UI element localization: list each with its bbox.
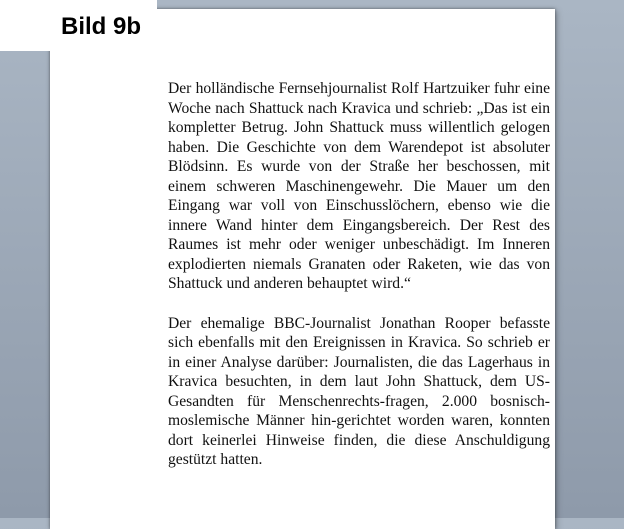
image-label: Bild 9b xyxy=(0,0,157,51)
document-page xyxy=(50,9,555,529)
paragraph-1: Der holländische Fernsehjournalist Rolf Hartzuiker fuhr eine Woche nach Shattuck nach Kravica und schrieb: „Das ist ein kompletter Betrug. John Shattuck muss willentlich gelogen haben. Die Geschichte von dem Warendepot ist absoluter Blödsinn. Es wurde von der Straße her beschossen, mit einem schweren Maschinengewehr. Die Mauer um den Eingang war voll von Einschusslöchern, ebenso wie die innere Wand hinter dem Eingangsbereich. Der Rest des Raumes ist mehr oder weniger unbeschädigt. Im Inneren explodierten niemals Granaten oder Raketen, wie das von Shattuck und anderen behauptet wird.“ xyxy=(168,80,550,292)
paragraph-2: Der ehemalige BBC-Journalist Jonathan Rooper befasste sich ebenfalls mit den Ereignissen in Kravica. So schrieb er in einer Analyse darüber: Journalisten, die das Lagerhaus in Kravica besuchten, in dem laut John Shattuck, dem US-Gesandten für Menschenrechts-fragen, 2.000 bosnisch-moslemische Männer hin-gerichtet worden waren, konnten dort keinerlei Hinweise finden, die diese Anschuldigung gestützt hatten. xyxy=(168,314,550,468)
document-text xyxy=(168,79,550,470)
